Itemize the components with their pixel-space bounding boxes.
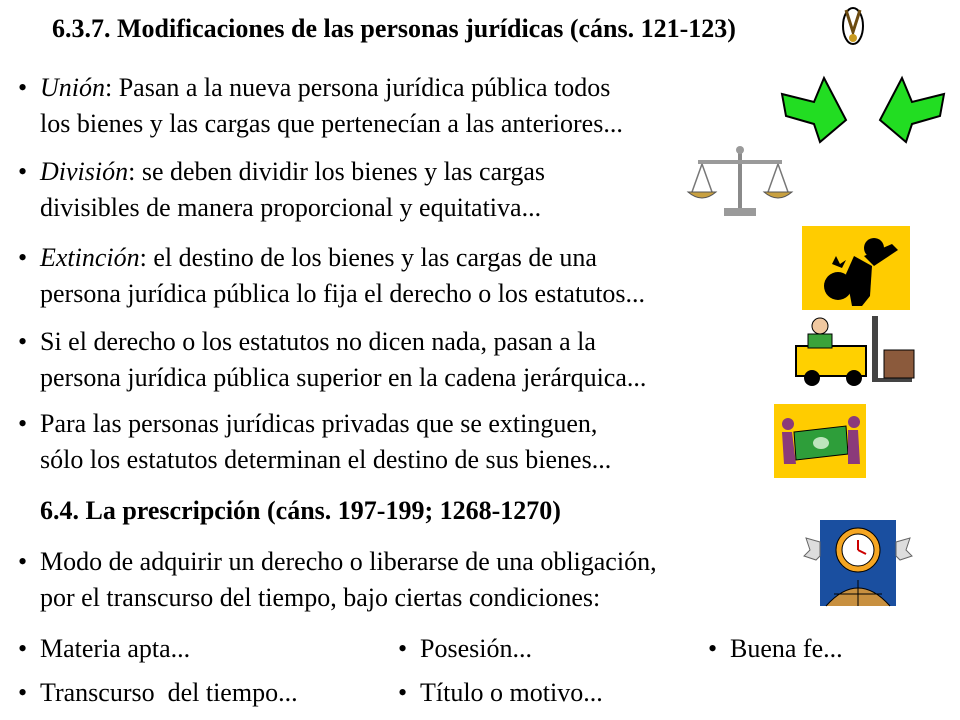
bullet-text: Si el derecho o los estatutos no dicen nada, pasan a la [40, 327, 596, 356]
requirement-label: Materia apta... [40, 634, 191, 663]
term-extincion: Extinción [40, 243, 140, 272]
bullet-dot: • [18, 243, 28, 272]
requirement-label: Transcurso del tiempo... [40, 678, 298, 707]
bullet-text-line2: por el transcurso del tiempo, bajo ciertas condiciones: [40, 583, 601, 612]
bullet-dot: • [398, 678, 408, 707]
bullet-dot: • [708, 634, 718, 663]
ornament-icon [836, 2, 870, 48]
bullet-dot: • [18, 157, 28, 186]
bullet-dot: • [18, 634, 28, 663]
requirement-item [708, 634, 843, 664]
bullet-text-line2: los bienes y las cargas que pertenecían a las anteriores... [40, 109, 623, 138]
scales-icon [684, 144, 796, 222]
bullet-extincion [18, 240, 645, 312]
bullet-text-line2: sólo los estatutos determinan el destino de sus bienes... [40, 445, 612, 474]
bullet-derecho [18, 324, 646, 396]
requirement-item [18, 634, 190, 664]
bullet-text-line2: persona jurídica pública superior en la cadena jerárquica... [40, 363, 647, 392]
bullet-text: : Pasan a la nueva persona jurídica pública todos [105, 73, 611, 102]
money-tug-icon [774, 404, 866, 478]
requirement-item [398, 634, 532, 664]
page-title: 6.3.7. Modificaciones de las personas jurídicas (cáns. 121-123) [52, 14, 736, 43]
bullet-text: Para las personas jurídicas privadas que se extinguen, [40, 409, 598, 438]
bullet-dot: • [18, 73, 28, 102]
explosion-sign-icon [802, 226, 910, 310]
bullet-text: Modo de adquirir un derecho o liberarse de una obligación, [40, 547, 657, 576]
merge-arrows-icon [778, 72, 950, 146]
requirement-item [18, 678, 298, 708]
bullet-text: : se deben dividir los bienes y las cargas [128, 157, 545, 186]
requirement-label: Posesión... [420, 634, 532, 663]
bullet-definicion [18, 544, 657, 616]
bullet-union [18, 70, 623, 142]
bullet-text-line2: divisibles de manera proporcional y equitativa... [40, 193, 542, 222]
bullet-dot: • [18, 678, 28, 707]
term-division: División [40, 157, 129, 186]
bullet-text-line2: persona jurídica pública lo fija el derecho o los estatutos... [40, 279, 646, 308]
bullet-text: : el destino de los bienes y las cargas de una [139, 243, 597, 272]
bullet-dot: • [398, 634, 408, 663]
term-union: Unión [40, 73, 105, 102]
forklift-icon [786, 312, 918, 388]
winged-clock-icon [806, 520, 910, 606]
bullet-dot: • [18, 327, 28, 356]
bullet-division [18, 154, 545, 226]
bullet-privadas [18, 406, 611, 478]
bullet-dot: • [18, 547, 28, 576]
section-heading-prescripcion: 6.4. La prescripción (cáns. 197-199; 1268-1270) [40, 496, 561, 525]
requirement-item [398, 678, 603, 708]
bullet-dot: • [18, 409, 28, 438]
requirement-label: Buena fe... [730, 634, 843, 663]
requirement-label: Título o motivo... [420, 678, 603, 707]
